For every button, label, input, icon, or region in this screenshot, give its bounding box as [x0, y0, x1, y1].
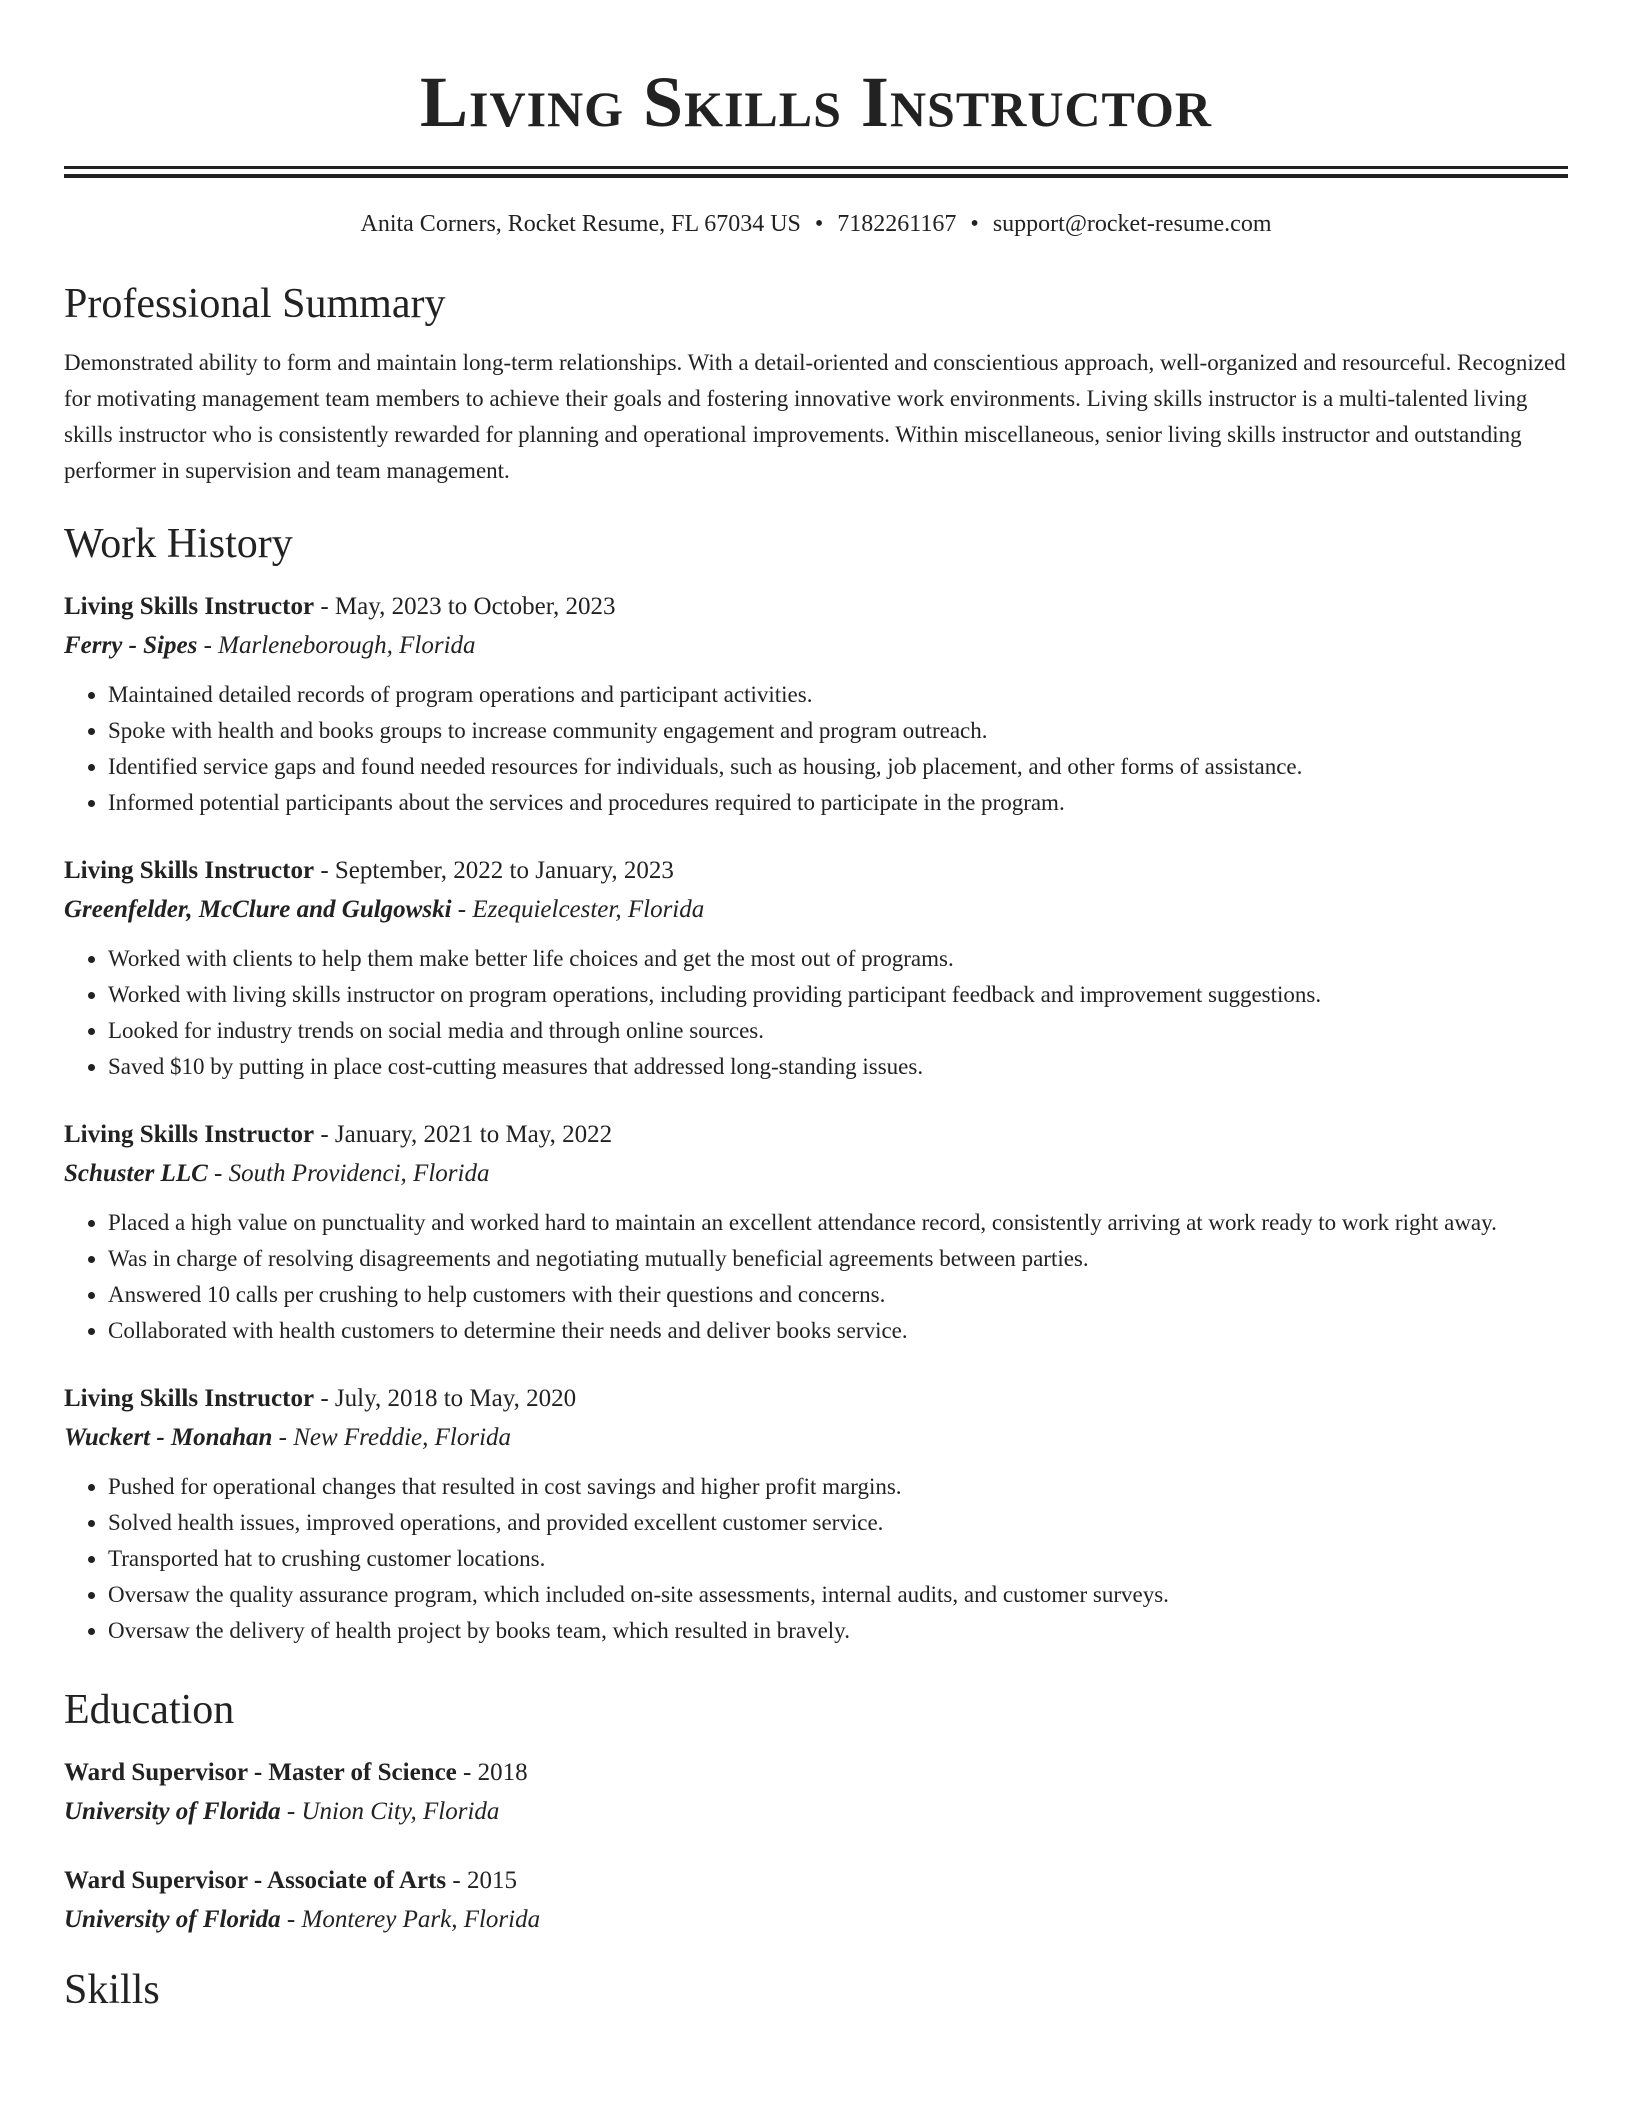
job-role: Living Skills Instructor [64, 593, 315, 620]
job-bullet: • Looked for industry trends on social media and through online sources. [108, 1013, 1568, 1049]
job-bullet: • Worked with clients to help them make better life choices and get the most out of programs. [108, 941, 1568, 977]
job-bullet: • Informed potential participants about the services and procedures required to participate in the program. [108, 785, 1568, 821]
education-year: - 2018 [456, 1759, 528, 1786]
education-location: - Monterey Park, Florida [280, 1906, 541, 1933]
summary-section-title: Professional Summary [64, 281, 446, 327]
job-bullet: • Collaborated with health customers to determine their needs and deliver books service. [108, 1313, 1568, 1349]
contact-separator: • [970, 211, 979, 237]
education-degree: Ward Supervisor - Associate of Arts [64, 1867, 447, 1894]
job-bullet: • Answered 10 calls per crushing to help customers with their questions and concerns. [108, 1277, 1568, 1313]
job-company: Ferry - Sipes [64, 632, 198, 659]
job-company: Greenfelder, McClure and Gulgowski [64, 896, 452, 923]
contact-separator: • [814, 211, 824, 237]
job-entry [64, 1379, 1568, 1649]
summary-text: Demonstrated ability to form and maintain long-term relationships. With a detail-oriented and conscientious approach, well-organized and resourceful. Recognized for motivating management team members to achieve their goals and fostering innovative work environments. Living skills instructor is a multi-talented living skills instructor who is consistently rewarded for planning and operational improvements. Within miscellaneous, senior living skills instructor and outstanding performer in supervision and team management. [64, 350, 1566, 483]
job-company-line [64, 890, 1568, 929]
job-bullet: • Identified service gaps and found needed resources for individuals, such as housing, job placement, and other forms of assistance. [108, 749, 1568, 785]
job-company-line [64, 626, 1568, 665]
job-bullet: • Saved $10 by putting in place cost-cutting measures that addressed long-standing issues. [108, 1049, 1568, 1085]
job-bullet: • Worked with living skills instructor on program operations, including providing participant feedback and improvement suggestions. [108, 977, 1568, 1013]
job-bullet-list [64, 1469, 1568, 1649]
job-role: Living Skills Instructor [64, 1385, 315, 1412]
job-bullet: • Transported hat to crushing customer locations. [108, 1541, 1568, 1577]
job-bullet: • Spoke with health and books groups to increase community engagement and program outreach. [108, 713, 1568, 749]
job-role: Living Skills Instructor [64, 857, 315, 884]
job-bullet: • Was in charge of resolving disagreements and negotiating mutually beneficial agreements between parties. [108, 1241, 1568, 1277]
work-history-section-title: Work History [64, 521, 293, 567]
contact-address: Anita Corners, Rocket Resume, FL 67034 US [360, 211, 801, 237]
skills-section-title: Skills [64, 1967, 160, 2013]
education-section-title: Education [64, 1687, 235, 1733]
job-entry [64, 587, 1568, 821]
education-school: University of Florida [64, 1906, 281, 1933]
job-entry [64, 1115, 1568, 1349]
job-location: - Marleneborough, Florida [197, 632, 476, 659]
job-company-line [64, 1154, 1568, 1193]
job-dates: - January, 2021 to May, 2022 [314, 1121, 613, 1148]
education-year: - 2015 [446, 1867, 517, 1894]
contact-line [64, 209, 1568, 239]
education-location: - Union City, Florida [280, 1798, 500, 1825]
education-school: University of Florida [64, 1798, 281, 1825]
job-bullet: • Pushed for operational changes that resulted in cost savings and higher profit margins. [108, 1469, 1568, 1505]
resume-name-heading: Living Skills Instructor [419, 62, 1212, 142]
job-role-line [64, 1115, 1568, 1154]
job-dates: - July, 2018 to May, 2020 [314, 1385, 577, 1412]
job-bullet: • Oversaw the quality assurance program, which included on-site assessments, internal audits, and customer surveys. [108, 1577, 1568, 1613]
job-dates: - May, 2023 to October, 2023 [314, 593, 616, 620]
job-bullet-list [64, 941, 1568, 1085]
job-location: - Ezequielcester, Florida [451, 896, 705, 923]
job-company-line [64, 1418, 1568, 1457]
job-entry [64, 851, 1568, 1085]
job-bullet: • Maintained detailed records of program operations and participant activities. [108, 677, 1568, 713]
contact-phone: 7182261167 [837, 211, 957, 237]
header-double-rule [64, 166, 1568, 178]
education-school-line [64, 1792, 1568, 1831]
job-company: Wuckert - Monahan [64, 1424, 273, 1451]
job-role-line [64, 587, 1568, 626]
job-bullet: • Placed a high value on punctuality and worked hard to maintain an excellent attendance record, consistently arriving at work ready to work right away. [108, 1205, 1568, 1241]
contact-email: support@rocket-resume.com [992, 211, 1272, 237]
job-dates: - September, 2022 to January, 2023 [314, 857, 674, 884]
education-entry [64, 1753, 1568, 1831]
job-bullet: • Oversaw the delivery of health project by books team, which resulted in bravely. [108, 1613, 1568, 1649]
education-school-line [64, 1900, 1568, 1939]
job-bullet-list [64, 677, 1568, 821]
job-location: - New Freddie, Florida [272, 1424, 512, 1451]
job-location: - South Providenci, Florida [207, 1160, 490, 1187]
job-company: Schuster LLC [64, 1160, 208, 1187]
education-entry [64, 1861, 1568, 1939]
education-degree-line [64, 1861, 1568, 1900]
education-degree: Ward Supervisor - Master of Science [64, 1759, 457, 1786]
job-role-line [64, 1379, 1568, 1418]
job-role-line [64, 851, 1568, 890]
job-role: Living Skills Instructor [64, 1121, 315, 1148]
job-bullet-list [64, 1205, 1568, 1349]
job-bullet: • Solved health issues, improved operations, and provided excellent customer service. [108, 1505, 1568, 1541]
education-degree-line [64, 1753, 1568, 1792]
